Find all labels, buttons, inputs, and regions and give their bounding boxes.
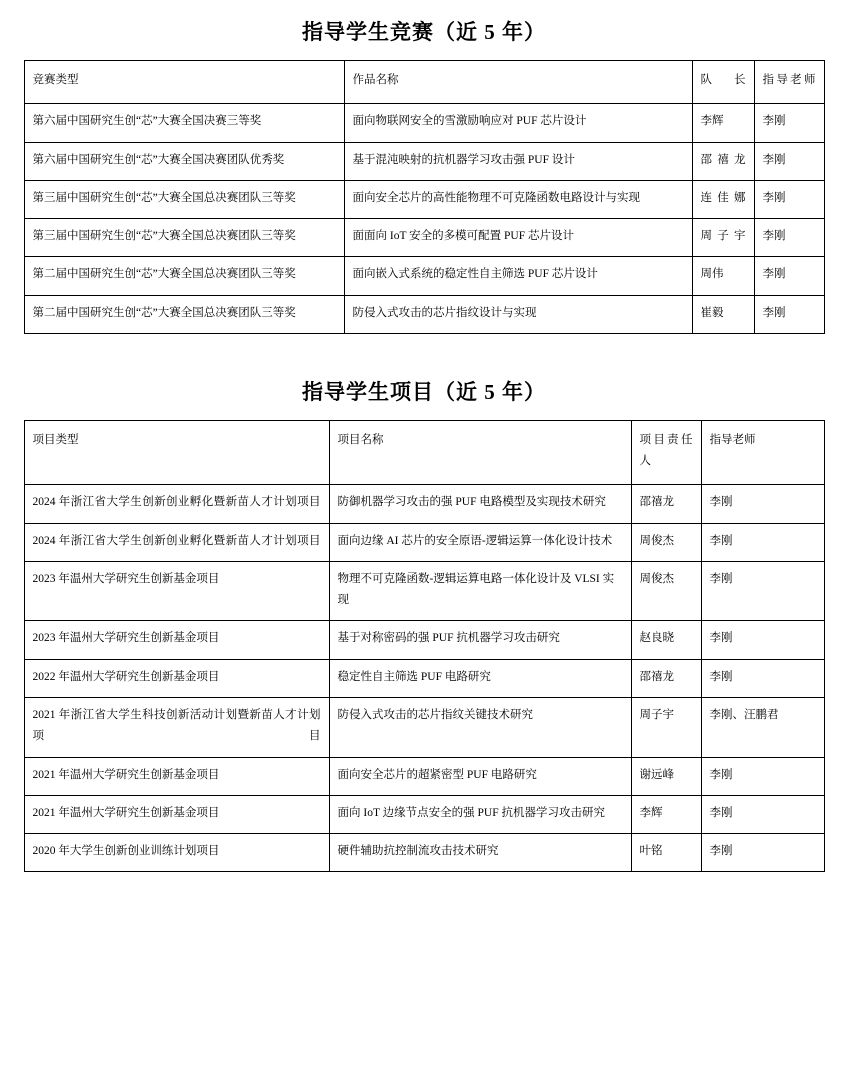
cell-project-type: 2022 年温州大学研究生创新基金项目	[24, 659, 329, 697]
cell-project-teacher: 李刚	[701, 523, 824, 561]
cell-project-teacher: 李刚、汪鹏君	[701, 697, 824, 757]
cell-teacher: 李刚	[754, 295, 824, 333]
column-header-project-type: 项目类型	[24, 420, 329, 485]
cell-competition-type: 第六届中国研究生创“芯”大赛全国决赛团队优秀奖	[24, 142, 344, 180]
cell-project-teacher: 李刚	[701, 659, 824, 697]
cell-leader: 周伟	[692, 257, 754, 295]
cell-project-type: 2023 年温州大学研究生创新基金项目	[24, 561, 329, 621]
column-header-leader: 队长	[692, 61, 754, 104]
cell-project-name: 面向 IoT 边缘节点安全的强 PUF 抗机器学习攻击研究	[329, 795, 631, 833]
cell-teacher: 李刚	[754, 104, 824, 142]
cell-leader: 邵禧龙	[692, 142, 754, 180]
cell-project-leader: 谢远峰	[631, 757, 701, 795]
table-row	[24, 523, 824, 561]
cell-project-teacher: 李刚	[701, 834, 824, 872]
cell-project-leader: 邵禧龙	[631, 659, 701, 697]
table-row	[24, 795, 824, 833]
cell-project-leader: 李辉	[631, 795, 701, 833]
cell-project-type: 2023 年温州大学研究生创新基金项目	[24, 621, 329, 659]
cell-teacher: 李刚	[754, 142, 824, 180]
table-row	[24, 697, 824, 757]
table-row	[24, 621, 824, 659]
cell-project-name: 基于对称密码的强 PUF 抗机器学习攻击研究	[329, 621, 631, 659]
table-row	[24, 219, 824, 257]
cell-project-type: 2024 年浙江省大学生创新创业孵化暨新苗人才计划项目	[24, 485, 329, 523]
cell-project-leader: 赵良晓	[631, 621, 701, 659]
cell-project-type: 2020 年大学生创新创业训练计划项目	[24, 834, 329, 872]
column-header-competition-type: 竞赛类型	[24, 61, 344, 104]
cell-teacher: 李刚	[754, 219, 824, 257]
page-title: 指导学生竞赛（近 5 年）	[302, 20, 546, 44]
cell-work-name: 防侵入式攻击的芯片指纹设计与实现	[344, 295, 692, 333]
cell-project-name: 面向边缘 AI 芯片的安全原语-逻辑运算一体化设计技术	[329, 523, 631, 561]
cell-work-name: 面向安全芯片的高性能物理不可克隆函数电路设计与实现	[344, 180, 692, 218]
cell-leader: 李辉	[692, 104, 754, 142]
cell-project-name: 面向安全芯片的超紧密型 PUF 电路研究	[329, 757, 631, 795]
competition-table	[24, 60, 825, 334]
cell-project-teacher: 李刚	[701, 621, 824, 659]
column-header-project-teacher: 指导老师	[701, 420, 824, 485]
bottom-spacer	[18, 872, 830, 878]
cell-leader: 崔毅	[692, 295, 754, 333]
table-header-row	[24, 61, 824, 104]
cell-work-name: 面面向 IoT 安全的多模可配置 PUF 芯片设计	[344, 219, 692, 257]
cell-project-type: 2021 年浙江省大学生科技创新活动计划暨新苗人才计划项目	[24, 697, 329, 757]
cell-project-type: 2024 年浙江省大学生创新创业孵化暨新苗人才计划项目	[24, 523, 329, 561]
column-header-project-name: 项目名称	[329, 420, 631, 485]
cell-project-leader: 叶铭	[631, 834, 701, 872]
cell-competition-type: 第三届中国研究生创“芯”大赛全国总决赛团队三等奖	[24, 219, 344, 257]
cell-leader: 周子宇	[692, 219, 754, 257]
cell-competition-type: 第二届中国研究生创“芯”大赛全国总决赛团队三等奖	[24, 295, 344, 333]
table-row	[24, 295, 824, 333]
cell-project-type: 2021 年温州大学研究生创新基金项目	[24, 795, 329, 833]
table-header-row	[24, 420, 824, 485]
cell-project-type: 2021 年温州大学研究生创新基金项目	[24, 757, 329, 795]
cell-project-name: 稳定性自主筛选 PUF 电路研究	[329, 659, 631, 697]
cell-work-name: 面向嵌入式系统的稳定性自主筛选 PUF 芯片设计	[344, 257, 692, 295]
table-row	[24, 142, 824, 180]
cell-project-teacher: 李刚	[701, 757, 824, 795]
column-header-teacher: 指导老师	[754, 61, 824, 104]
cell-project-name: 防侵入式攻击的芯片指纹关键技术研究	[329, 697, 631, 757]
cell-project-teacher: 李刚	[701, 795, 824, 833]
table-row	[24, 104, 824, 142]
cell-project-name: 防御机器学习攻击的强 PUF 电路模型及实现技术研究	[329, 485, 631, 523]
cell-project-leader: 周子宇	[631, 697, 701, 757]
table-row	[24, 834, 824, 872]
cell-project-leader: 周俊杰	[631, 523, 701, 561]
column-header-work-name: 作品名称	[344, 61, 692, 104]
cell-competition-type: 第六届中国研究生创“芯”大赛全国决赛三等奖	[24, 104, 344, 142]
cell-project-leader: 周俊杰	[631, 561, 701, 621]
table-row	[24, 180, 824, 218]
table-row	[24, 485, 824, 523]
cell-work-name: 面向物联网安全的雪激励响应对 PUF 芯片设计	[344, 104, 692, 142]
table-row	[24, 659, 824, 697]
cell-project-teacher: 李刚	[701, 561, 824, 621]
cell-competition-type: 第二届中国研究生创“芯”大赛全国总决赛团队三等奖	[24, 257, 344, 295]
cell-teacher: 李刚	[754, 180, 824, 218]
cell-teacher: 李刚	[754, 257, 824, 295]
cell-project-name: 硬件辅助抗控制流攻击技术研究	[329, 834, 631, 872]
table-row	[24, 561, 824, 621]
cell-leader: 连佳娜	[692, 180, 754, 218]
cell-work-name: 基于混沌映射的抗机器学习攻击强 PUF 设计	[344, 142, 692, 180]
column-header-project-leader: 项目责任人	[631, 420, 701, 485]
table-row	[24, 757, 824, 795]
cell-project-name: 物理不可克隆函数-逻辑运算电路一体化设计及 VLSI 实现	[329, 561, 631, 621]
cell-competition-type: 第三届中国研究生创“芯”大赛全国总决赛团队三等奖	[24, 180, 344, 218]
table-row	[24, 257, 824, 295]
cell-project-leader: 邵禧龙	[631, 485, 701, 523]
project-table	[24, 420, 825, 872]
cell-project-teacher: 李刚	[701, 485, 824, 523]
section-title-projects: 指导学生项目（近 5 年）	[302, 379, 546, 404]
